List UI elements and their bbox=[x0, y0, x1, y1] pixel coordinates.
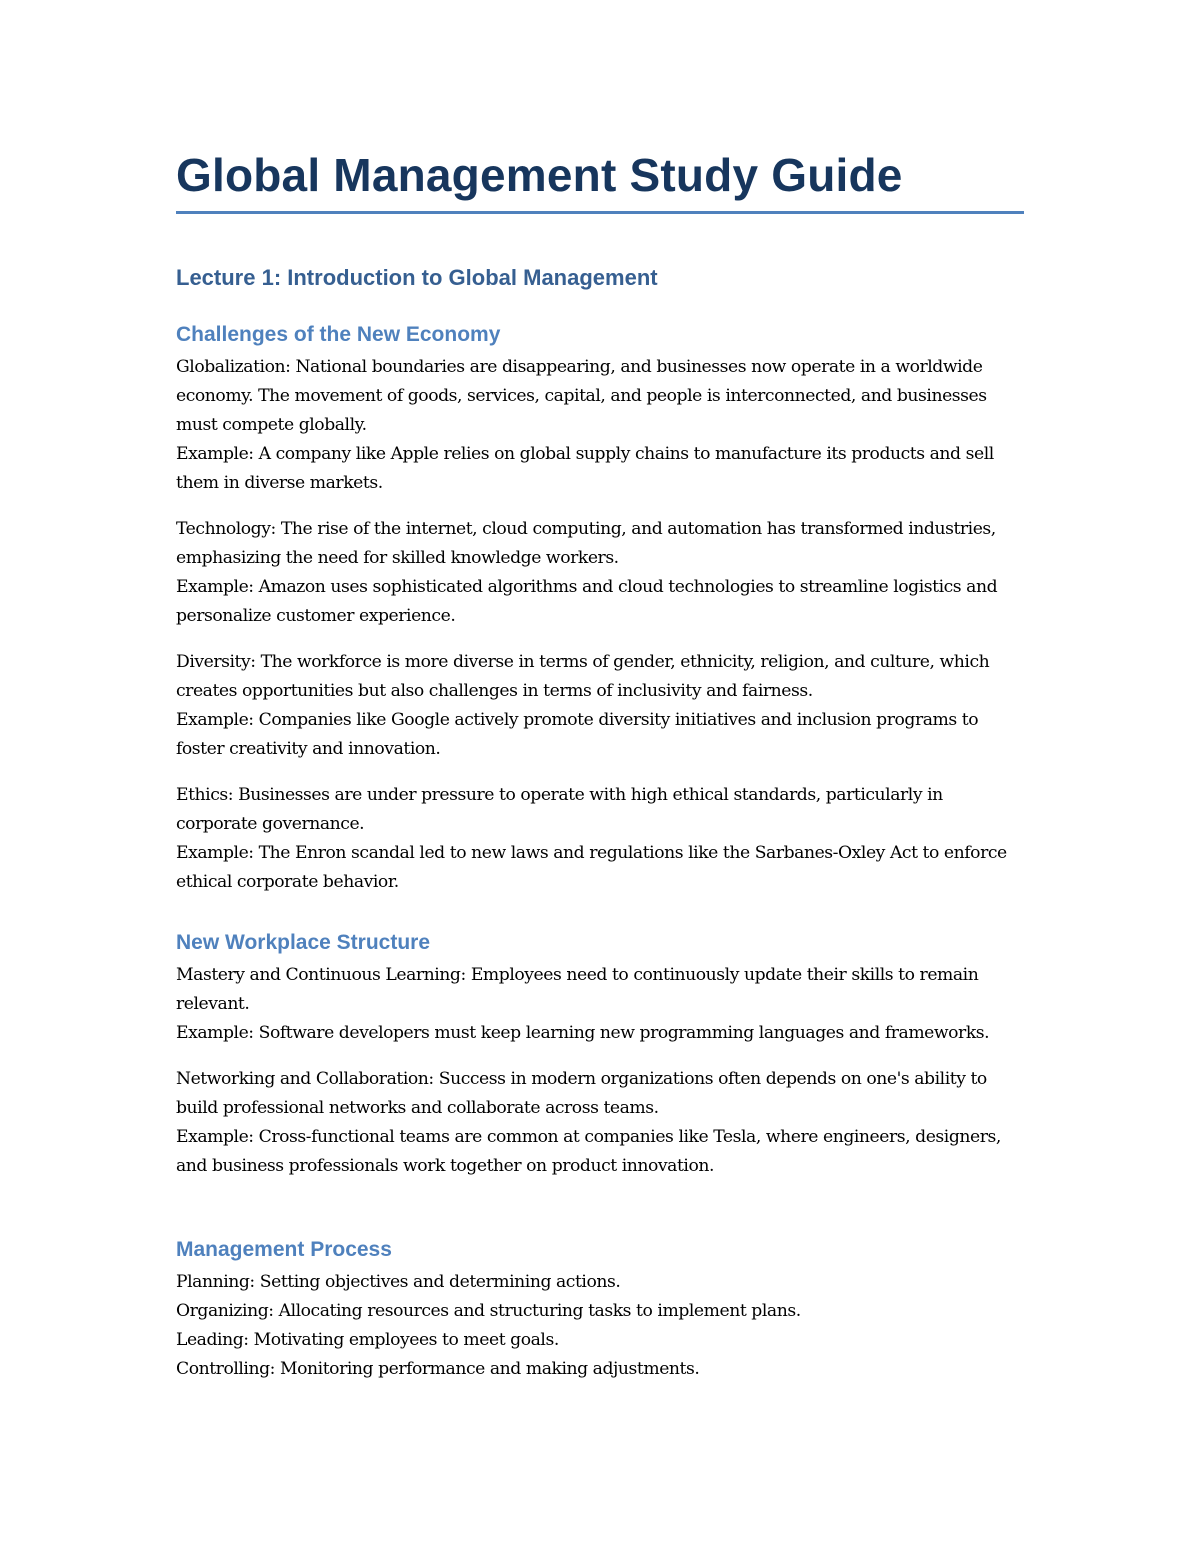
title-underline-rule bbox=[176, 211, 1024, 214]
paragraph-technology bbox=[176, 515, 1026, 631]
paragraph-main-text: Technology: The rise of the internet, cloud computing, and automation has transformed industries, emphasizing the need for skilled knowledge workers. bbox=[176, 519, 996, 568]
list-item: Controlling: Monitoring performance and making adjustments. bbox=[176, 1359, 700, 1379]
paragraph-example-text: Example: Companies like Google actively promote diversity initiatives and inclusion programs to foster creativity and innovation. bbox=[176, 710, 979, 759]
lecture-heading: Lecture 1: Introduction to Global Management bbox=[176, 265, 658, 290]
section-heading: New Workplace Structure bbox=[176, 931, 431, 954]
paragraph-main-text: Mastery and Continuous Learning: Employees need to continuously update their skills to remain relevant. bbox=[176, 965, 979, 1014]
list-item: Leading: Motivating employees to meet goals. bbox=[176, 1330, 559, 1350]
section-heading: Management Process bbox=[176, 1238, 392, 1261]
paragraph-main-text: Ethics: Businesses are under pressure to operate with high ethical standards, particularly in corporate governance. bbox=[176, 785, 943, 834]
paragraph-diversity bbox=[176, 648, 1026, 764]
paragraph-globalization bbox=[176, 353, 1026, 498]
section-workplace-structure bbox=[176, 928, 1026, 1198]
paragraph-example-text: Example: A company like Apple relies on global supply chains to manufacture its products and sell them in diverse markets. bbox=[176, 444, 994, 493]
list-item: Planning: Setting objectives and determining actions. bbox=[176, 1272, 621, 1292]
document-page bbox=[176, 145, 1026, 1379]
section-management-process bbox=[176, 1235, 1026, 1384]
paragraph-example-text: Example: Cross-functional teams are common at companies like Tesla, where engineers, designers, and business professionals work together on product innovation. bbox=[176, 1127, 1001, 1176]
list-item: Organizing: Allocating resources and structuring tasks to implement plans. bbox=[176, 1301, 801, 1321]
section-challenges bbox=[176, 320, 1026, 914]
document-title: Global Management Study Guide bbox=[176, 149, 903, 201]
paragraph-ethics bbox=[176, 781, 1026, 897]
paragraph-main-text: Diversity: The workforce is more diverse in terms of gender, ethnicity, religion, and culture, which creates opportunities but also challenges in terms of inclusivity and fairness. bbox=[176, 652, 990, 701]
paragraph-main-text: Globalization: National boundaries are disappearing, and businesses now operate in a worldwide economy. The movement of goods, services, capital, and people is interconnected, and businesses must compete globally. bbox=[176, 357, 987, 435]
section-heading: Challenges of the New Economy bbox=[176, 323, 501, 346]
paragraph-example-text: Example: Software developers must keep learning new programming languages and frameworks. bbox=[176, 1023, 990, 1043]
paragraph-networking bbox=[176, 1065, 1026, 1181]
paragraph-mastery bbox=[176, 961, 1026, 1048]
paragraph-example-text: Example: Amazon uses sophisticated algorithms and cloud technologies to streamline logistics and personalize customer experience. bbox=[176, 577, 998, 626]
management-process-list bbox=[176, 1268, 1026, 1384]
paragraph-example-text: Example: The Enron scandal led to new laws and regulations like the Sarbanes-Oxley Act to enforce ethical corporate behavior. bbox=[176, 843, 1007, 892]
paragraph-main-text: Networking and Collaboration: Success in modern organizations often depends on one's ability to build professional networks and collaborate across teams. bbox=[176, 1069, 987, 1118]
